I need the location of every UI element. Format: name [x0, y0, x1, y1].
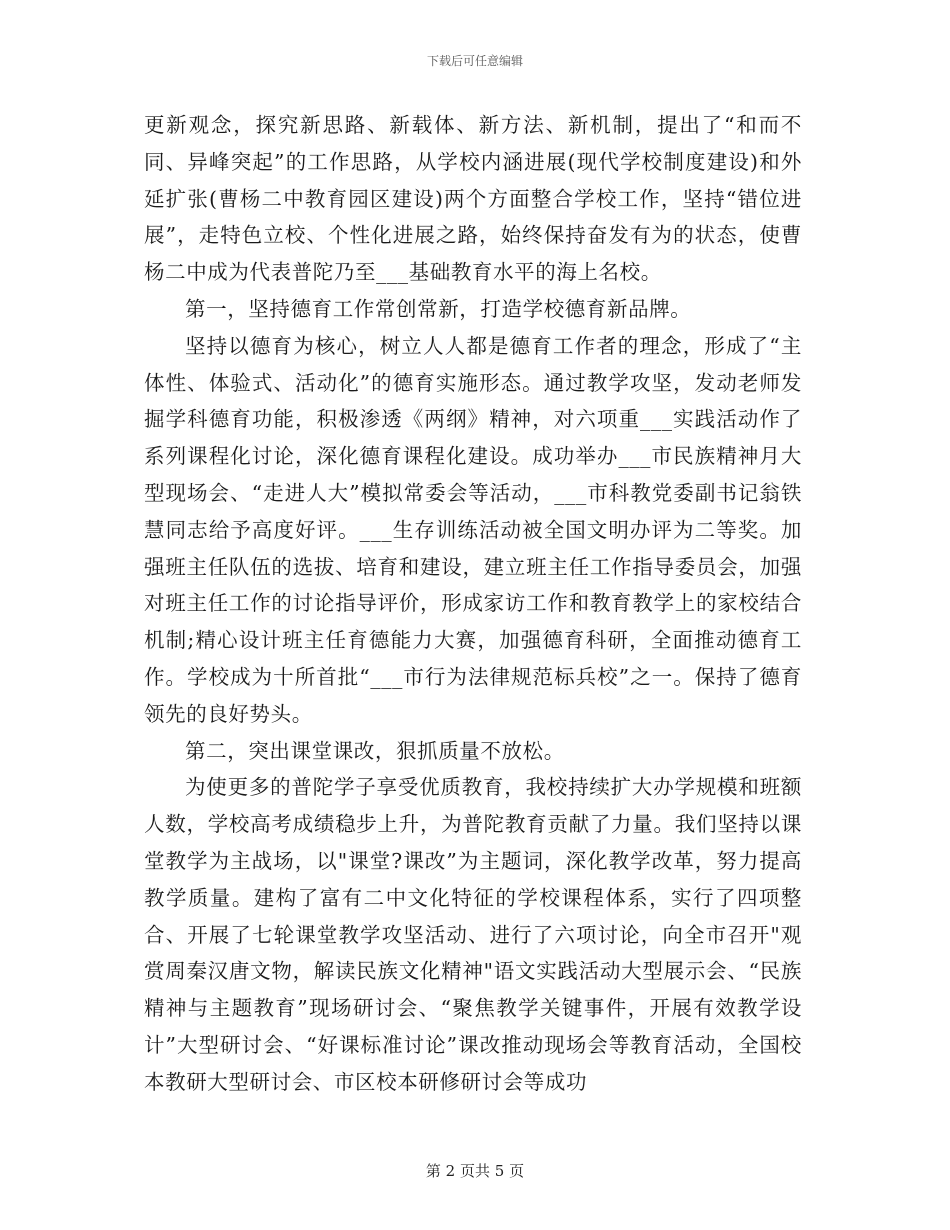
section-heading-second: 第二，突出课堂课改，狠抓质量不放松。: [185, 738, 565, 763]
body-paragraph-1: 更新观念，探究新思路、新载体、新方法、新机制，提出了“和而不同、异峰突起”的工作思路，从学校内涵进展(现代学校制度建设)和外延扩张(曹杨二中教育园区建设)两个方面整合学校工作，坚持“错位进展”，走特色立校、个性化进展之路，始终保持奋发有为的状态，使曹杨二中成为代表普陀乃至___基础教育水平的海上名校。: [144, 113, 802, 285]
page-header-note: 下载后可任意编辑: [426, 54, 523, 68]
page-number-footer: 第 2 页共 5 页: [425, 1162, 525, 1180]
body-paragraph-curriculum-reform: 为使更多的普陀学子享受优质教育，我校持续扩大办学规模和班额人数，学校高考成绩稳步上升，为普陀教育贡献了力量。我们坚持以课堂教学为主战场，以"课堂?课改”为主题词，深化教学改革，努力提高教学质量。建构了富有二中文化特征的学校课程体系，实行了四项整合、开展了七轮课堂教学攻坚活动、进行了六项讨论，向全市召开"观赏周秦汉唐文物，解读民族文化精神"语文实践活动大型展示会、“民族精神与主题教育”现场研讨会、“聚焦教学关键事件，开展有效教学设计”大型研讨会、“好课标准讨论”课改推动现场会等教育活动，全国校本教研大型研讨会、市区校本研修研讨会等成功: [144, 775, 802, 1094]
section-heading-first: 第一，坚持德育工作常创常新，打造学校德育新品牌。: [185, 296, 692, 321]
document-body: [144, 107, 802, 1101]
body-paragraph-moral-education: 坚持以德育为核心，树立人人都是德育工作者的理念，形成了“主体性、体验式、活动化”的德育实施形态。通过教学攻坚，发动老师发掘学科德育功能，积极渗透《两纲》精神，对六项重___实践活动作了系列课程化讨论，深化德育课程化建设。成功举办___市民族精神月大型现场会、“走进人大”模拟常委会等活动，___市科教党委副书记翁铁慧同志给予高度好评。___生存训练活动被全国文明办评为二等奖。加强班主任队伍的选拔、培育和建设，建立班主任工作指导委员会，加强对班主任工作的讨论指导评价，形成家访工作和教育教学上的家校结合机制;精心设计班主任育德能力大赛，加强德育科研，全面推动德育工作。学校成为十所首批“___市行为法律规范标兵校”之一。保持了德育领先的良好势头。: [144, 333, 802, 726]
